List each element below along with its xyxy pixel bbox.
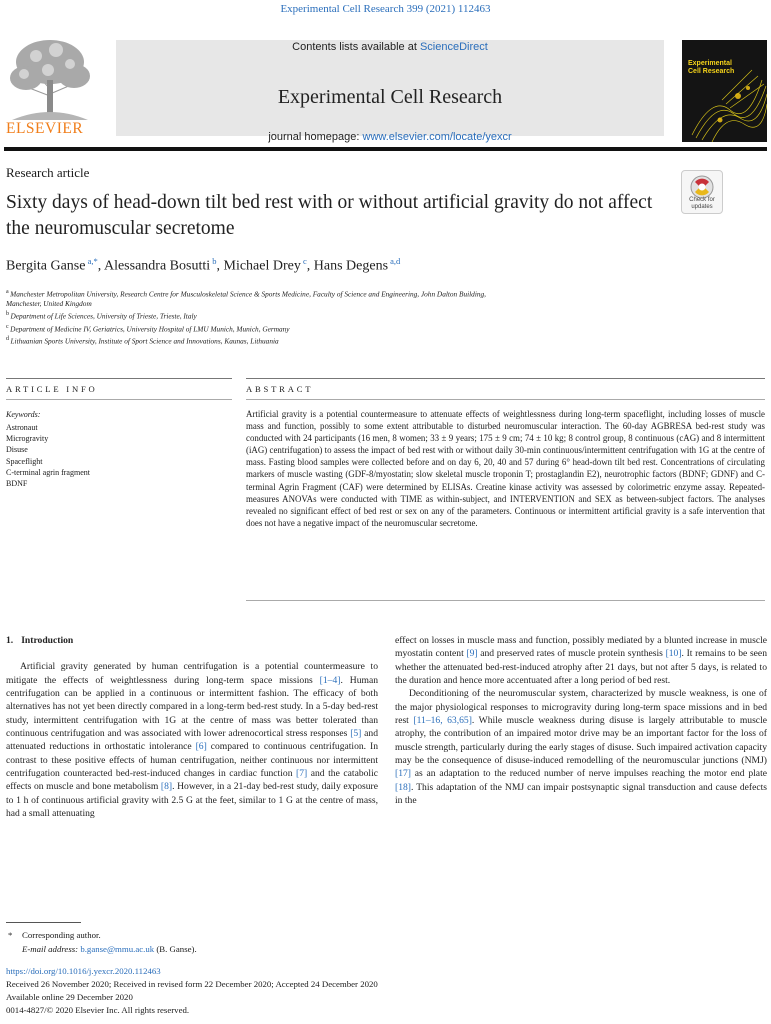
author-affiliation-mark[interactable]: a,d xyxy=(388,256,401,266)
email-note: E-mail address: b.ganse@mmu.ac.uk (B. Ganse). xyxy=(22,944,197,954)
paragraph-text: . It remains to be seen whether the attenuated bed-rest-induced atrophy after 21 days, but not after 5 days, is related to the duration and hence more accentuated after a long period of bed rest. xyxy=(395,648,767,687)
affiliation-mark: b xyxy=(6,311,11,318)
paragraph-text: and attenuated reductions in orthostatic intolerance xyxy=(6,728,378,753)
paragraph-text: as an adaptation to the reduced number of nerve impulses reaching the motor end plate xyxy=(410,768,767,780)
affiliation-text: Department of Medicine IV, Geriatrics, University Hospital of LMU Munich, Munich, Germany xyxy=(10,324,290,334)
keyword-item: BDNF xyxy=(6,479,28,489)
affiliation-mark: c xyxy=(6,323,11,330)
affiliation-mark: a xyxy=(6,289,11,295)
journal-header-box xyxy=(116,40,664,143)
article-info-rule xyxy=(6,378,232,379)
article-info-subrule xyxy=(6,399,232,400)
contents-line xyxy=(116,41,664,53)
abstract-heading: ABSTRACT xyxy=(246,384,314,394)
author-name[interactable]: Bergita Ganse xyxy=(6,258,86,274)
paragraph-text: compared to continuous centrifugation. In contrast to these positive effects of human centrifugation, neither continuous nor intermittent centrifugation counteracted bed-rest-induced changes in cardiac function xyxy=(6,741,378,780)
intro-paragraph xyxy=(395,634,767,687)
affiliation xyxy=(6,309,766,321)
citation-link[interactable]: [7] xyxy=(296,768,308,780)
intro-left-column xyxy=(6,634,378,820)
author-affiliation-mark[interactable]: b xyxy=(210,256,217,266)
corresponding-mark: * xyxy=(8,930,13,940)
citation-link[interactable]: [9] xyxy=(466,648,478,660)
abstract-rule xyxy=(246,378,765,379)
sciencedirect-link[interactable]: ScienceDirect xyxy=(419,41,488,53)
journal-cover-image[interactable] xyxy=(682,40,767,142)
paragraph-text: and preserved rates of muscle protein synthesis xyxy=(477,648,666,660)
article-type: Research article xyxy=(6,165,90,180)
keyword-item: Microgravity xyxy=(6,434,49,444)
affiliation-mark: d xyxy=(6,336,11,343)
paragraph-text: . Human centrifugation can be applied in a continuous or intermittent fashion. The efficacy of both alternatives has not yet been directly compared in a long-term bed-rest study. In a 5-day bed-rest study, intermittent centrifugation with 1G at the centre of mass was better tolerated than continuous centrifugation and was associated with lower adrenocortical stress responses xyxy=(6,674,379,740)
author-separator: , xyxy=(97,258,104,274)
paragraph-text: . However, in a 21-day bed-rest study, daily exposure to 1 h of continuous artificial gravity with 2.5 G at the feet, similar to 1 G at the centre of mass, had a small attenuating xyxy=(6,781,378,820)
affiliation xyxy=(6,322,766,334)
abstract-subrule xyxy=(246,399,765,400)
doi-link[interactable]: https://doi.org/10.1016/j.yexcr.2020.112463 xyxy=(6,966,161,976)
intro-paragraph xyxy=(6,660,378,820)
paragraph-text: Artificial gravity generated by human centrifugation is a potential countermeasure to mitigate the effects of weightlessness during long-term space missions xyxy=(6,661,378,686)
corresponding-author-note: * Corresponding author. xyxy=(8,930,101,940)
running-head[interactable]: Experimental Cell Research 399 (2021) 112463 xyxy=(280,3,491,15)
author-name[interactable]: Michael Drey xyxy=(223,258,301,274)
contents-prefix: Contents lists available at xyxy=(292,41,420,53)
available-online: Available online 29 December 2020 xyxy=(6,992,133,1002)
author-list xyxy=(6,256,400,275)
intro-heading xyxy=(6,634,378,647)
keyword-list xyxy=(6,422,90,489)
citation-link[interactable]: [1–4] xyxy=(319,674,341,686)
keyword-item: Disuse xyxy=(6,445,28,455)
affiliation xyxy=(6,287,766,299)
citation-link[interactable]: [5] xyxy=(350,728,362,740)
keywords-label: Keywords: xyxy=(6,410,41,419)
intro-section-number: 1. xyxy=(6,635,14,646)
author-affiliation-mark[interactable]: a,* xyxy=(85,256,98,266)
citation-link[interactable]: [18] xyxy=(395,781,411,793)
masthead-divider xyxy=(4,147,767,151)
affiliation-text: Department of Life Sciences, University of Trieste, Trieste, Italy xyxy=(10,311,197,321)
citation-link[interactable]: [11–16, 63,65] xyxy=(413,715,472,727)
abstract-text: Artificial gravity is a potential countermeasure to attenuate effects of weightlessness during long-term spaceflight, including losses of muscle mass and function, possibly to some extent attributable to disturbed neuromuscular interaction. The 60-day AGBRESA bed-rest study was conducted with 24 participants (16 men, 8 women; 33 ± 9 years; 175 ± 9 cm; 74 ± 10 kg; 8 control group, 8 continuous (cAG) and 8 intermittent (iAG) centrifugation) to assess the impact of bed rest with or without daily 30-min continuous/intermittent centrifugation with 1G at the centre of mass. Fasting blood samples were collected before and on day 6, 20, 40 and 57 during 6° head-down tilt bed rest. Concentrations of circulating markers of muscle wasting (GDF-8/myostatin; slow skeletal muscle troponin T; prostaglandin E2), neurotrophic factors (BDNF; GDNF) and C-terminal Agrin Fragment (CAF) were determined by ELISAs. Creatine kinase activity was assessed by colorimetric enzyme assay. Repeated-measures ANOVAs were conducted with TIME as within-subject, and INTERVENTION and SEX as between-subject factors. The analyses revealed no significant effect of bed rest or sex on any of the parameters. Continuous or intermittent artificial gravity is a safe intervention that does not have a negative impact of the neuromuscular secretome. xyxy=(246,409,765,528)
homepage-prefix: journal homepage: xyxy=(268,131,363,143)
author-affiliation-mark[interactable]: c xyxy=(300,256,307,266)
affiliation-text: Lithuanian Sports University, Institute of Sport Science and Innovations, Kaunas, Lithuania xyxy=(10,336,279,346)
copyright: 0014-4827/© 2020 Elsevier Inc. All rights reserved. xyxy=(6,1005,190,1015)
homepage-line xyxy=(116,131,664,143)
affiliation-text: Manchester Metropolitan University, Research Centre for Musculoskeletal Science & Sports Medicine, Faculty of Science and Engineering, John Dalton Building, xyxy=(10,289,486,299)
article-info-heading: ARTICLE INFO xyxy=(6,384,98,394)
paragraph-text: effect on losses in muscle mass and function, possibly mediated by a blunted increase in muscle myostatin content xyxy=(395,635,767,660)
citation-link[interactable]: [6] xyxy=(195,741,207,753)
crossmark-button[interactable] xyxy=(681,170,723,214)
paragraph-text: Deconditioning of the neuromuscular system, characterized by muscle weakness, is one of the major physiological responses to microgravity during long-term space missions and in bed rest xyxy=(395,688,767,727)
citation-link[interactable]: [10] xyxy=(665,648,682,660)
author-separator: , xyxy=(306,258,314,274)
cover-title: Experimental Cell Research xyxy=(688,60,735,75)
email-label: E-mail address: xyxy=(22,944,81,954)
footnote-divider xyxy=(6,922,81,923)
elsevier-wordmark[interactable]: ELSEVIER xyxy=(6,120,84,137)
affiliation xyxy=(6,334,766,346)
publication-info xyxy=(6,965,378,1017)
citation-link[interactable]: [8] xyxy=(160,781,173,793)
affiliation xyxy=(6,299,766,309)
keyword-item: Spaceflight xyxy=(6,456,43,466)
author-name[interactable]: Hans Degens xyxy=(313,258,389,274)
affiliation-text: Manchester, United Kingdom xyxy=(6,299,92,309)
paragraph-text: and the catabolic effects on muscle and bone metabolism xyxy=(6,768,379,793)
citation-link[interactable]: [17] xyxy=(395,768,411,780)
keyword-item: Astronaut xyxy=(6,423,38,432)
received-dates: Received 26 November 2020; Received in revised form 22 December 2020; Accepted 24 December 2020 xyxy=(6,979,378,989)
keyword-item: C-terminal agrin fragment xyxy=(6,467,90,477)
footnotes xyxy=(8,928,197,956)
journal-name: Experimental Cell Research xyxy=(277,86,503,108)
abstract-bottom-rule xyxy=(246,600,765,601)
intro-right-column xyxy=(395,634,767,807)
paragraph-text: . While muscle weakness during disuse is largely attributable to muscle atrophy, the contribution of an impaired motor drive may be an important factor for the loss of muscle strength, particularly during the early stages of disuse. Such impaired activation capacity may be the consequence of disuse-induced remodelling of the neuromuscular junctions (NMJ) xyxy=(395,715,767,767)
paragraph-text: . This adaptation of the NMJ can impair postsynaptic signal transduction and cause defects in the xyxy=(395,781,767,807)
author-name[interactable]: Alessandra Bosutti xyxy=(103,258,211,274)
intro-section-title: Introduction xyxy=(21,635,74,646)
masthead xyxy=(4,28,767,144)
journal-homepage-link[interactable]: www.elsevier.com/locate/yexcr xyxy=(362,131,512,143)
crossmark-label: Check for updates xyxy=(689,197,715,210)
affiliation-list xyxy=(6,287,766,347)
email-link[interactable]: b.ganse@mmu.ac.uk xyxy=(80,944,155,954)
author-separator: , xyxy=(216,258,224,274)
article-title: Sixty days of head-down tilt bed rest with or without artificial gravity do not affect the neuromuscular secretome xyxy=(6,192,653,239)
intro-paragraph xyxy=(395,687,767,807)
